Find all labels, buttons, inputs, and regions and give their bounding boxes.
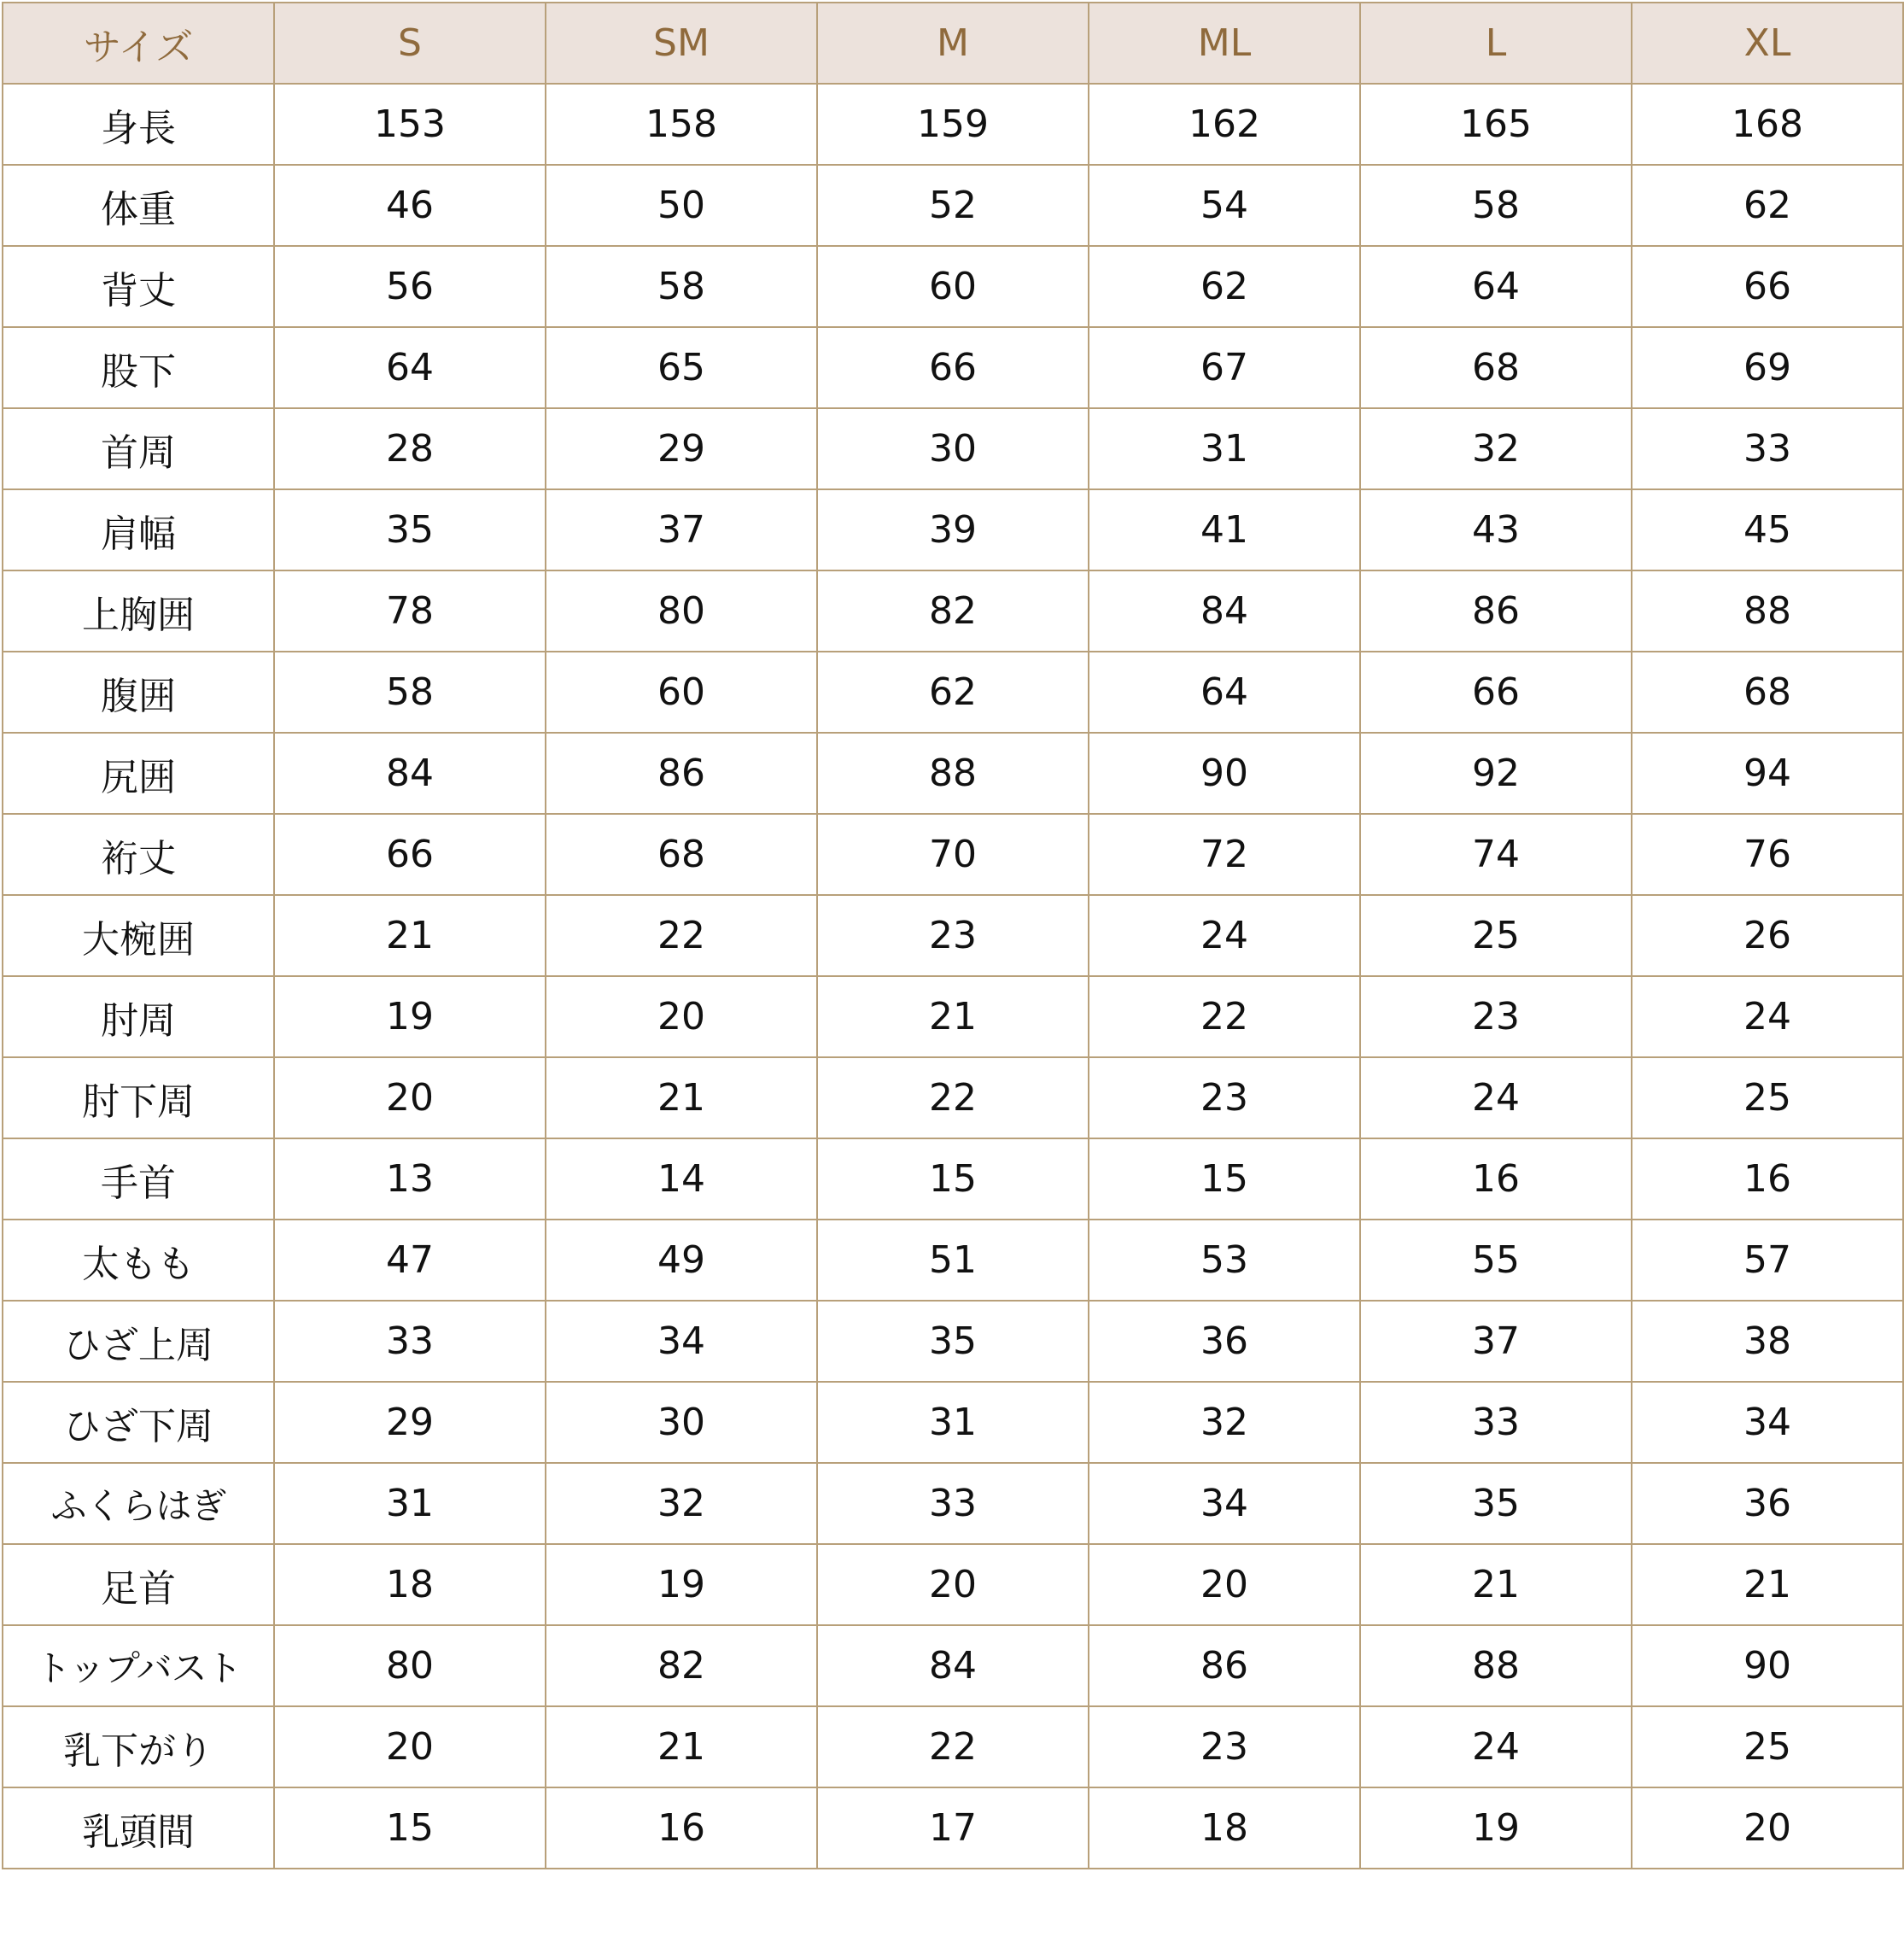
row-label: 背丈 bbox=[3, 246, 274, 327]
table-cell: 84 bbox=[1089, 570, 1360, 652]
table-cell: 57 bbox=[1632, 1220, 1903, 1301]
table-cell: 74 bbox=[1360, 814, 1632, 895]
table-cell: 20 bbox=[1632, 1787, 1903, 1869]
table-cell: 16 bbox=[1632, 1138, 1903, 1220]
table-row bbox=[3, 1382, 1903, 1463]
table-cell: 24 bbox=[1632, 976, 1903, 1057]
table-cell: 22 bbox=[817, 1057, 1089, 1138]
table-cell: 41 bbox=[1089, 489, 1360, 570]
table-row bbox=[3, 1787, 1903, 1869]
table-cell: 46 bbox=[274, 165, 546, 246]
table-cell: 20 bbox=[817, 1544, 1089, 1625]
table-cell: 68 bbox=[1360, 327, 1632, 408]
table-cell: 21 bbox=[1632, 1544, 1903, 1625]
table-cell: 24 bbox=[1360, 1706, 1632, 1787]
table-cell: 82 bbox=[817, 570, 1089, 652]
row-label: 体重 bbox=[3, 165, 274, 246]
table-cell: 165 bbox=[1360, 84, 1632, 165]
table-cell: 20 bbox=[274, 1057, 546, 1138]
table-cell: 22 bbox=[1089, 976, 1360, 1057]
table-cell: 32 bbox=[546, 1463, 817, 1544]
table-row bbox=[3, 895, 1903, 976]
table-cell: 86 bbox=[546, 733, 817, 814]
table-cell: 76 bbox=[1632, 814, 1903, 895]
table-cell: 60 bbox=[817, 246, 1089, 327]
header-row bbox=[3, 3, 1903, 84]
table-row bbox=[3, 976, 1903, 1057]
table-row bbox=[3, 814, 1903, 895]
table-cell: 159 bbox=[817, 84, 1089, 165]
corner-label: サイズ bbox=[3, 3, 274, 84]
table-cell: 158 bbox=[546, 84, 817, 165]
table-cell: 34 bbox=[546, 1301, 817, 1382]
table-cell: 29 bbox=[546, 408, 817, 489]
table-cell: 35 bbox=[817, 1301, 1089, 1382]
column-header-l: L bbox=[1360, 3, 1632, 84]
row-label: 肩幅 bbox=[3, 489, 274, 570]
row-label: トップバスト bbox=[3, 1625, 274, 1706]
table-cell: 21 bbox=[1360, 1544, 1632, 1625]
table-cell: 15 bbox=[817, 1138, 1089, 1220]
table-cell: 32 bbox=[1360, 408, 1632, 489]
row-label: 足首 bbox=[3, 1544, 274, 1625]
table-cell: 66 bbox=[1632, 246, 1903, 327]
table-row bbox=[3, 489, 1903, 570]
table-cell: 84 bbox=[817, 1625, 1089, 1706]
table-row bbox=[3, 1463, 1903, 1544]
table-cell: 18 bbox=[1089, 1787, 1360, 1869]
table-row bbox=[3, 1138, 1903, 1220]
table-cell: 23 bbox=[1360, 976, 1632, 1057]
table-cell: 86 bbox=[1089, 1625, 1360, 1706]
table-cell: 92 bbox=[1360, 733, 1632, 814]
table-row bbox=[3, 165, 1903, 246]
table-row bbox=[3, 570, 1903, 652]
table-cell: 80 bbox=[546, 570, 817, 652]
row-label: ひざ下周 bbox=[3, 1382, 274, 1463]
table-cell: 45 bbox=[1632, 489, 1903, 570]
column-header-m: M bbox=[817, 3, 1089, 84]
table-cell: 66 bbox=[274, 814, 546, 895]
table-cell: 60 bbox=[546, 652, 817, 733]
table-cell: 19 bbox=[1360, 1787, 1632, 1869]
table-cell: 22 bbox=[546, 895, 817, 976]
table-cell: 30 bbox=[546, 1382, 817, 1463]
table-cell: 53 bbox=[1089, 1220, 1360, 1301]
table-cell: 49 bbox=[546, 1220, 817, 1301]
table-cell: 16 bbox=[546, 1787, 817, 1869]
table-row bbox=[3, 327, 1903, 408]
table-cell: 30 bbox=[817, 408, 1089, 489]
table-cell: 58 bbox=[1360, 165, 1632, 246]
table-row bbox=[3, 1301, 1903, 1382]
table-cell: 24 bbox=[1089, 895, 1360, 976]
table-cell: 18 bbox=[274, 1544, 546, 1625]
table-cell: 66 bbox=[817, 327, 1089, 408]
table-cell: 66 bbox=[1360, 652, 1632, 733]
table-cell: 88 bbox=[1360, 1625, 1632, 1706]
table-cell: 38 bbox=[1632, 1301, 1903, 1382]
column-header-ml: ML bbox=[1089, 3, 1360, 84]
table-cell: 28 bbox=[274, 408, 546, 489]
table-cell: 36 bbox=[1632, 1463, 1903, 1544]
table-cell: 35 bbox=[274, 489, 546, 570]
table-row bbox=[3, 1544, 1903, 1625]
table-cell: 62 bbox=[1632, 165, 1903, 246]
row-label: 股下 bbox=[3, 327, 274, 408]
row-label: 肘下周 bbox=[3, 1057, 274, 1138]
table-cell: 33 bbox=[274, 1301, 546, 1382]
row-label: ふくらはぎ bbox=[3, 1463, 274, 1544]
table-cell: 17 bbox=[817, 1787, 1089, 1869]
table-cell: 64 bbox=[274, 327, 546, 408]
table-cell: 69 bbox=[1632, 327, 1903, 408]
table-cell: 35 bbox=[1360, 1463, 1632, 1544]
table-cell: 62 bbox=[1089, 246, 1360, 327]
table-cell: 21 bbox=[274, 895, 546, 976]
table-cell: 50 bbox=[546, 165, 817, 246]
table-cell: 13 bbox=[274, 1138, 546, 1220]
table-cell: 14 bbox=[546, 1138, 817, 1220]
row-label: 身長 bbox=[3, 84, 274, 165]
table-cell: 33 bbox=[817, 1463, 1089, 1544]
table-cell: 67 bbox=[1089, 327, 1360, 408]
column-header-xl: XL bbox=[1632, 3, 1903, 84]
table-cell: 20 bbox=[274, 1706, 546, 1787]
table-cell: 20 bbox=[546, 976, 817, 1057]
table-row bbox=[3, 1625, 1903, 1706]
table-cell: 90 bbox=[1089, 733, 1360, 814]
table-cell: 64 bbox=[1360, 246, 1632, 327]
row-label: 裄丈 bbox=[3, 814, 274, 895]
row-label: 大椀囲 bbox=[3, 895, 274, 976]
table-cell: 80 bbox=[274, 1625, 546, 1706]
table-cell: 20 bbox=[1089, 1544, 1360, 1625]
table-cell: 23 bbox=[817, 895, 1089, 976]
row-label: 乳下がり bbox=[3, 1706, 274, 1787]
table-cell: 31 bbox=[1089, 408, 1360, 489]
table-cell: 82 bbox=[546, 1625, 817, 1706]
table-cell: 55 bbox=[1360, 1220, 1632, 1301]
table-cell: 88 bbox=[1632, 570, 1903, 652]
table-cell: 19 bbox=[274, 976, 546, 1057]
table-cell: 70 bbox=[817, 814, 1089, 895]
table-row bbox=[3, 408, 1903, 489]
table-cell: 31 bbox=[817, 1382, 1089, 1463]
table-cell: 153 bbox=[274, 84, 546, 165]
table-cell: 25 bbox=[1360, 895, 1632, 976]
table-cell: 15 bbox=[274, 1787, 546, 1869]
table-cell: 43 bbox=[1360, 489, 1632, 570]
table-row bbox=[3, 733, 1903, 814]
table-cell: 58 bbox=[274, 652, 546, 733]
table-cell: 36 bbox=[1089, 1301, 1360, 1382]
table-cell: 68 bbox=[1632, 652, 1903, 733]
table-cell: 168 bbox=[1632, 84, 1903, 165]
column-header-sm: SM bbox=[546, 3, 817, 84]
table-cell: 15 bbox=[1089, 1138, 1360, 1220]
row-label: 肘周 bbox=[3, 976, 274, 1057]
table-cell: 68 bbox=[546, 814, 817, 895]
row-label: 乳頭間 bbox=[3, 1787, 274, 1869]
row-label: 尻囲 bbox=[3, 733, 274, 814]
table-cell: 31 bbox=[274, 1463, 546, 1544]
table-cell: 65 bbox=[546, 327, 817, 408]
table-cell: 29 bbox=[274, 1382, 546, 1463]
table-cell: 32 bbox=[1089, 1382, 1360, 1463]
table-cell: 37 bbox=[546, 489, 817, 570]
table-row bbox=[3, 1220, 1903, 1301]
row-label: 太もも bbox=[3, 1220, 274, 1301]
table-cell: 19 bbox=[546, 1544, 817, 1625]
table-cell: 37 bbox=[1360, 1301, 1632, 1382]
row-label: 首周 bbox=[3, 408, 274, 489]
table-cell: 72 bbox=[1089, 814, 1360, 895]
table-cell: 52 bbox=[817, 165, 1089, 246]
table-cell: 56 bbox=[274, 246, 546, 327]
table-cell: 86 bbox=[1360, 570, 1632, 652]
table-cell: 34 bbox=[1632, 1382, 1903, 1463]
table-cell: 21 bbox=[546, 1706, 817, 1787]
table-cell: 24 bbox=[1360, 1057, 1632, 1138]
table-cell: 51 bbox=[817, 1220, 1089, 1301]
table-cell: 23 bbox=[1089, 1057, 1360, 1138]
table-cell: 90 bbox=[1632, 1625, 1903, 1706]
table-row bbox=[3, 1057, 1903, 1138]
table-row bbox=[3, 652, 1903, 733]
table-cell: 25 bbox=[1632, 1057, 1903, 1138]
table-cell: 39 bbox=[817, 489, 1089, 570]
table-cell: 64 bbox=[1089, 652, 1360, 733]
table-cell: 33 bbox=[1360, 1382, 1632, 1463]
size-header bbox=[3, 3, 1903, 84]
size-table-body bbox=[3, 84, 1903, 1869]
table-cell: 58 bbox=[546, 246, 817, 327]
row-label: 腹囲 bbox=[3, 652, 274, 733]
table-row bbox=[3, 84, 1903, 165]
table-cell: 21 bbox=[546, 1057, 817, 1138]
table-cell: 16 bbox=[1360, 1138, 1632, 1220]
table-cell: 25 bbox=[1632, 1706, 1903, 1787]
row-label: 手首 bbox=[3, 1138, 274, 1220]
table-cell: 84 bbox=[274, 733, 546, 814]
table-cell: 26 bbox=[1632, 895, 1903, 976]
table-cell: 23 bbox=[1089, 1706, 1360, 1787]
table-cell: 33 bbox=[1632, 408, 1903, 489]
row-label: 上胸囲 bbox=[3, 570, 274, 652]
table-cell: 34 bbox=[1089, 1463, 1360, 1544]
table-row bbox=[3, 1706, 1903, 1787]
table-cell: 54 bbox=[1089, 165, 1360, 246]
row-label: ひざ上周 bbox=[3, 1301, 274, 1382]
table-cell: 88 bbox=[817, 733, 1089, 814]
table-cell: 94 bbox=[1632, 733, 1903, 814]
table-cell: 62 bbox=[817, 652, 1089, 733]
table-cell: 162 bbox=[1089, 84, 1360, 165]
table-cell: 78 bbox=[274, 570, 546, 652]
column-header-s: S bbox=[274, 3, 546, 84]
table-cell: 22 bbox=[817, 1706, 1089, 1787]
size-chart-table bbox=[2, 2, 1904, 1869]
table-cell: 21 bbox=[817, 976, 1089, 1057]
table-row bbox=[3, 246, 1903, 327]
table-cell: 47 bbox=[274, 1220, 546, 1301]
